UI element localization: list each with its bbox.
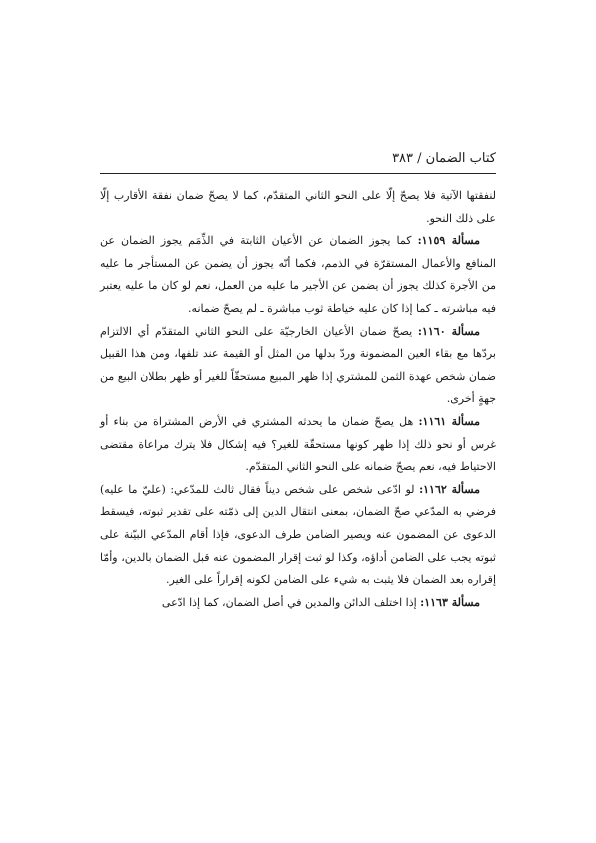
issue-label: مسألة ١١٦١: [418,414,480,428]
paragraph-continuation [100,185,496,230]
paragraph-issue-1163 [100,592,496,615]
issue-label: مسألة ١١٥٩: [417,234,481,248]
running-head: كتاب الضمان / ٣٨٣ [392,151,496,166]
issue-label: مسألة ١١٦٠: [417,324,480,338]
paragraph-issue-1159 [100,230,496,320]
header-rule [100,173,496,174]
paragraph-issue-1162 [100,479,496,592]
issue-label: مسألة ١١٦٣: [420,595,480,609]
paragraph-text: يصحّ ضمان الأعيان الخارجيّة على النحو الثاني المتقدّم أي الالتزام بردّها مع بقاء العين المضمونة وردّ بدلها من المثل أو القيمة عند تلفها، ومن هذا القبيل ضمان شخص عهدة الثمن للمشتري إذا ظهر المبيع مستحقّاً للغير أو ظهر بطلان البيع من جهةٍ أخرى. [100,324,496,406]
issue-label: مسألة ١١٦٢: [419,482,480,496]
paragraph-text: كما يجوز الضمان عن الأعيان الثابتة في الذِّمَم يجوز الضمان عن المنافع والأعمال المستقرّة في الذمم، فكما أنّه يجوز أن يضمن عن المستأجر ما عليه من الأجرة كذلك يجوز أن يضمن عن الأجير ما عليه من العمل، نعم لو كان ما عليه يعتبر فيه مباشرته ـ كما إذا كان عليه خياطة ثوب مباشرة ـ لم يصحّ ضمانه. [100,234,496,315]
paragraph-issue-1161 [100,411,496,479]
paragraph-text: إذا اختلف الدائن والمدين في أصل الضمان، كما إذا ادّعى [161,595,421,609]
page-body [100,185,496,614]
paragraph-issue-1160 [100,321,496,411]
paragraph-text: لو ادّعى شخص على شخص ديناً فقال ثالث للمدّعي: (عليّ ما عليه) فرضي به المدّعي صحّ الضمان، بمعنى انتقال الدين إلى ذمّته على تقدير ثبوته، فيسقط الدعوى عن المضمون عنه ويصير الضامن طرف الدعوى، فإذا أقام المدّعي البيّنة على ثبوته يجب على الضامن أداؤه، وكذا لو ثبت إقرار المضمون عنه قبل الضمان بالدين، وأمّا إقراره بعد الضمان فلا يثبت به شيء على الضامن لكونه إقراراً على الغير. [100,482,496,587]
paragraph-text: لنفقتها الآتية فلا يصحّ إلّا على النحو الثاني المتقدّم، كما لا يصحّ ضمان نفقة الأقارب إلّا على ذلك النحو. [100,189,496,225]
paragraph-text: هل يصحّ ضمان ما يحدثه المشتري في الأرض المشتراة من بناء أو غرس أو نحو ذلك إذا ظهر كونها مستحقّة للغير؟ فيه إشكال فلا يترك مراعاة مقتضى الاحتياط فيه، نعم يصحّ ضمانه على النحو الثاني المتقدّم. [100,414,496,474]
